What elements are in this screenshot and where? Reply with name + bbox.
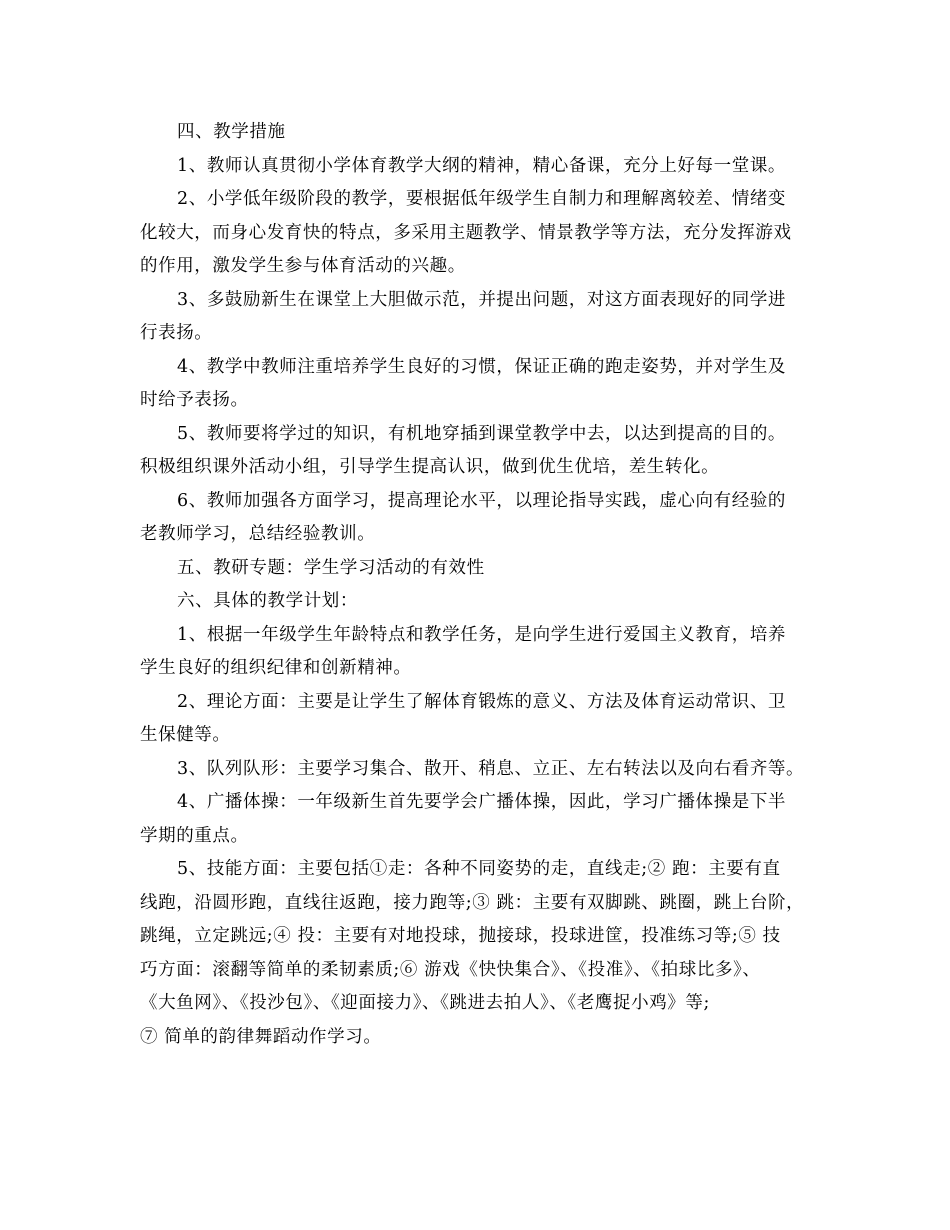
text-line: 《大鱼网》、《投沙包》、《迎面接力》、《跳进去拍人》、《老鹰捉小鸡》等; [140,993,710,1013]
text-line: 六、具体的教学计划： [177,591,358,611]
text-line: 学期的重点。 [140,825,249,846]
text-line: 跳绳，立定跳远;④ 投：主要有对地投球，抛接球，投球进筐，投准练习等;⑤ 技 [140,926,781,946]
text-line: ⑦ 简单的韵律舞蹈动作学习。 [140,1026,382,1047]
text-line: 巧方面：滚翻等简单的柔韧素质;⑥ 游戏《快快集合》、《投准》、《拍球比多》、 [140,959,761,980]
text-line: 行表扬。 [140,323,213,343]
text-line: 4、教学中教师注重培养学生良好的习惯，保证正确的跑走姿势，并对学生及 [177,356,787,377]
text-line: 1、根据一年级学生年龄特点和教学任务，是向学生进行爱国主义教育，培养 [177,624,787,645]
text-line: 五、教研专题：学生学习活动的有效性 [177,557,485,578]
text-line: 4、广播体操：一年级新生首先要学会广播体操，因此，学习广播体操是下半 [177,792,787,812]
text-line: 的作用，激发学生参与体育活动的兴趣。 [140,256,466,276]
text-line: 四、教学措施 [177,122,286,142]
text-line: 老教师学习，总结经验教训。 [140,524,376,544]
text-line: 时给予表扬。 [140,390,249,410]
text-line: 生保健等。 [140,725,231,745]
text-line: 线跑，沿圆形跑，直线往返跑，接力跑等;③ 跳：主要有双脚跳、跳圈，跳上台阶， [140,892,805,913]
text-line: 3、多鼓励新生在课堂上大胆做示范，并提出问题，对这方面表现好的同学进 [177,289,787,310]
text-line: 3、队列队形：主要学习集合、散开、稍息、立正、左右转法以及向右看齐等。 [177,758,805,779]
text-line: 6、教师加强各方面学习，提高理论水平，以理论指导实践，虚心向有经验的 [177,490,787,511]
text-line: 5、技能方面：主要包括①走：各种不同姿势的走，直线走;② 跑：主要有直 [177,859,781,879]
text-line: 1、教师认真贯彻小学体育教学大纲的精神，精心备课，充分上好每一堂课。 [177,155,787,176]
text-line: 积极组织课外活动小组，引导学生提高认识，做到优生优培，差生转化。 [140,457,720,477]
text-line: 2、理论方面：主要是让学生了解体育锻炼的意义、方法及体育运动常识、卫 [177,691,787,712]
document-body [140,116,810,1054]
text-line: 2、小学低年级阶段的教学，要根据低年级学生自制力和理解离较差、情绪变 [177,189,787,209]
text-line: 学生良好的组织纪律和创新精神。 [140,658,412,678]
text-line: 化较大，而身心发育快的特点，多采用主题教学、情景教学等方法，充分发挥游戏 [140,222,792,243]
text-line: 5、教师要将学过的知识，有机地穿插到课堂教学中去，以达到提高的目的。 [177,423,787,444]
